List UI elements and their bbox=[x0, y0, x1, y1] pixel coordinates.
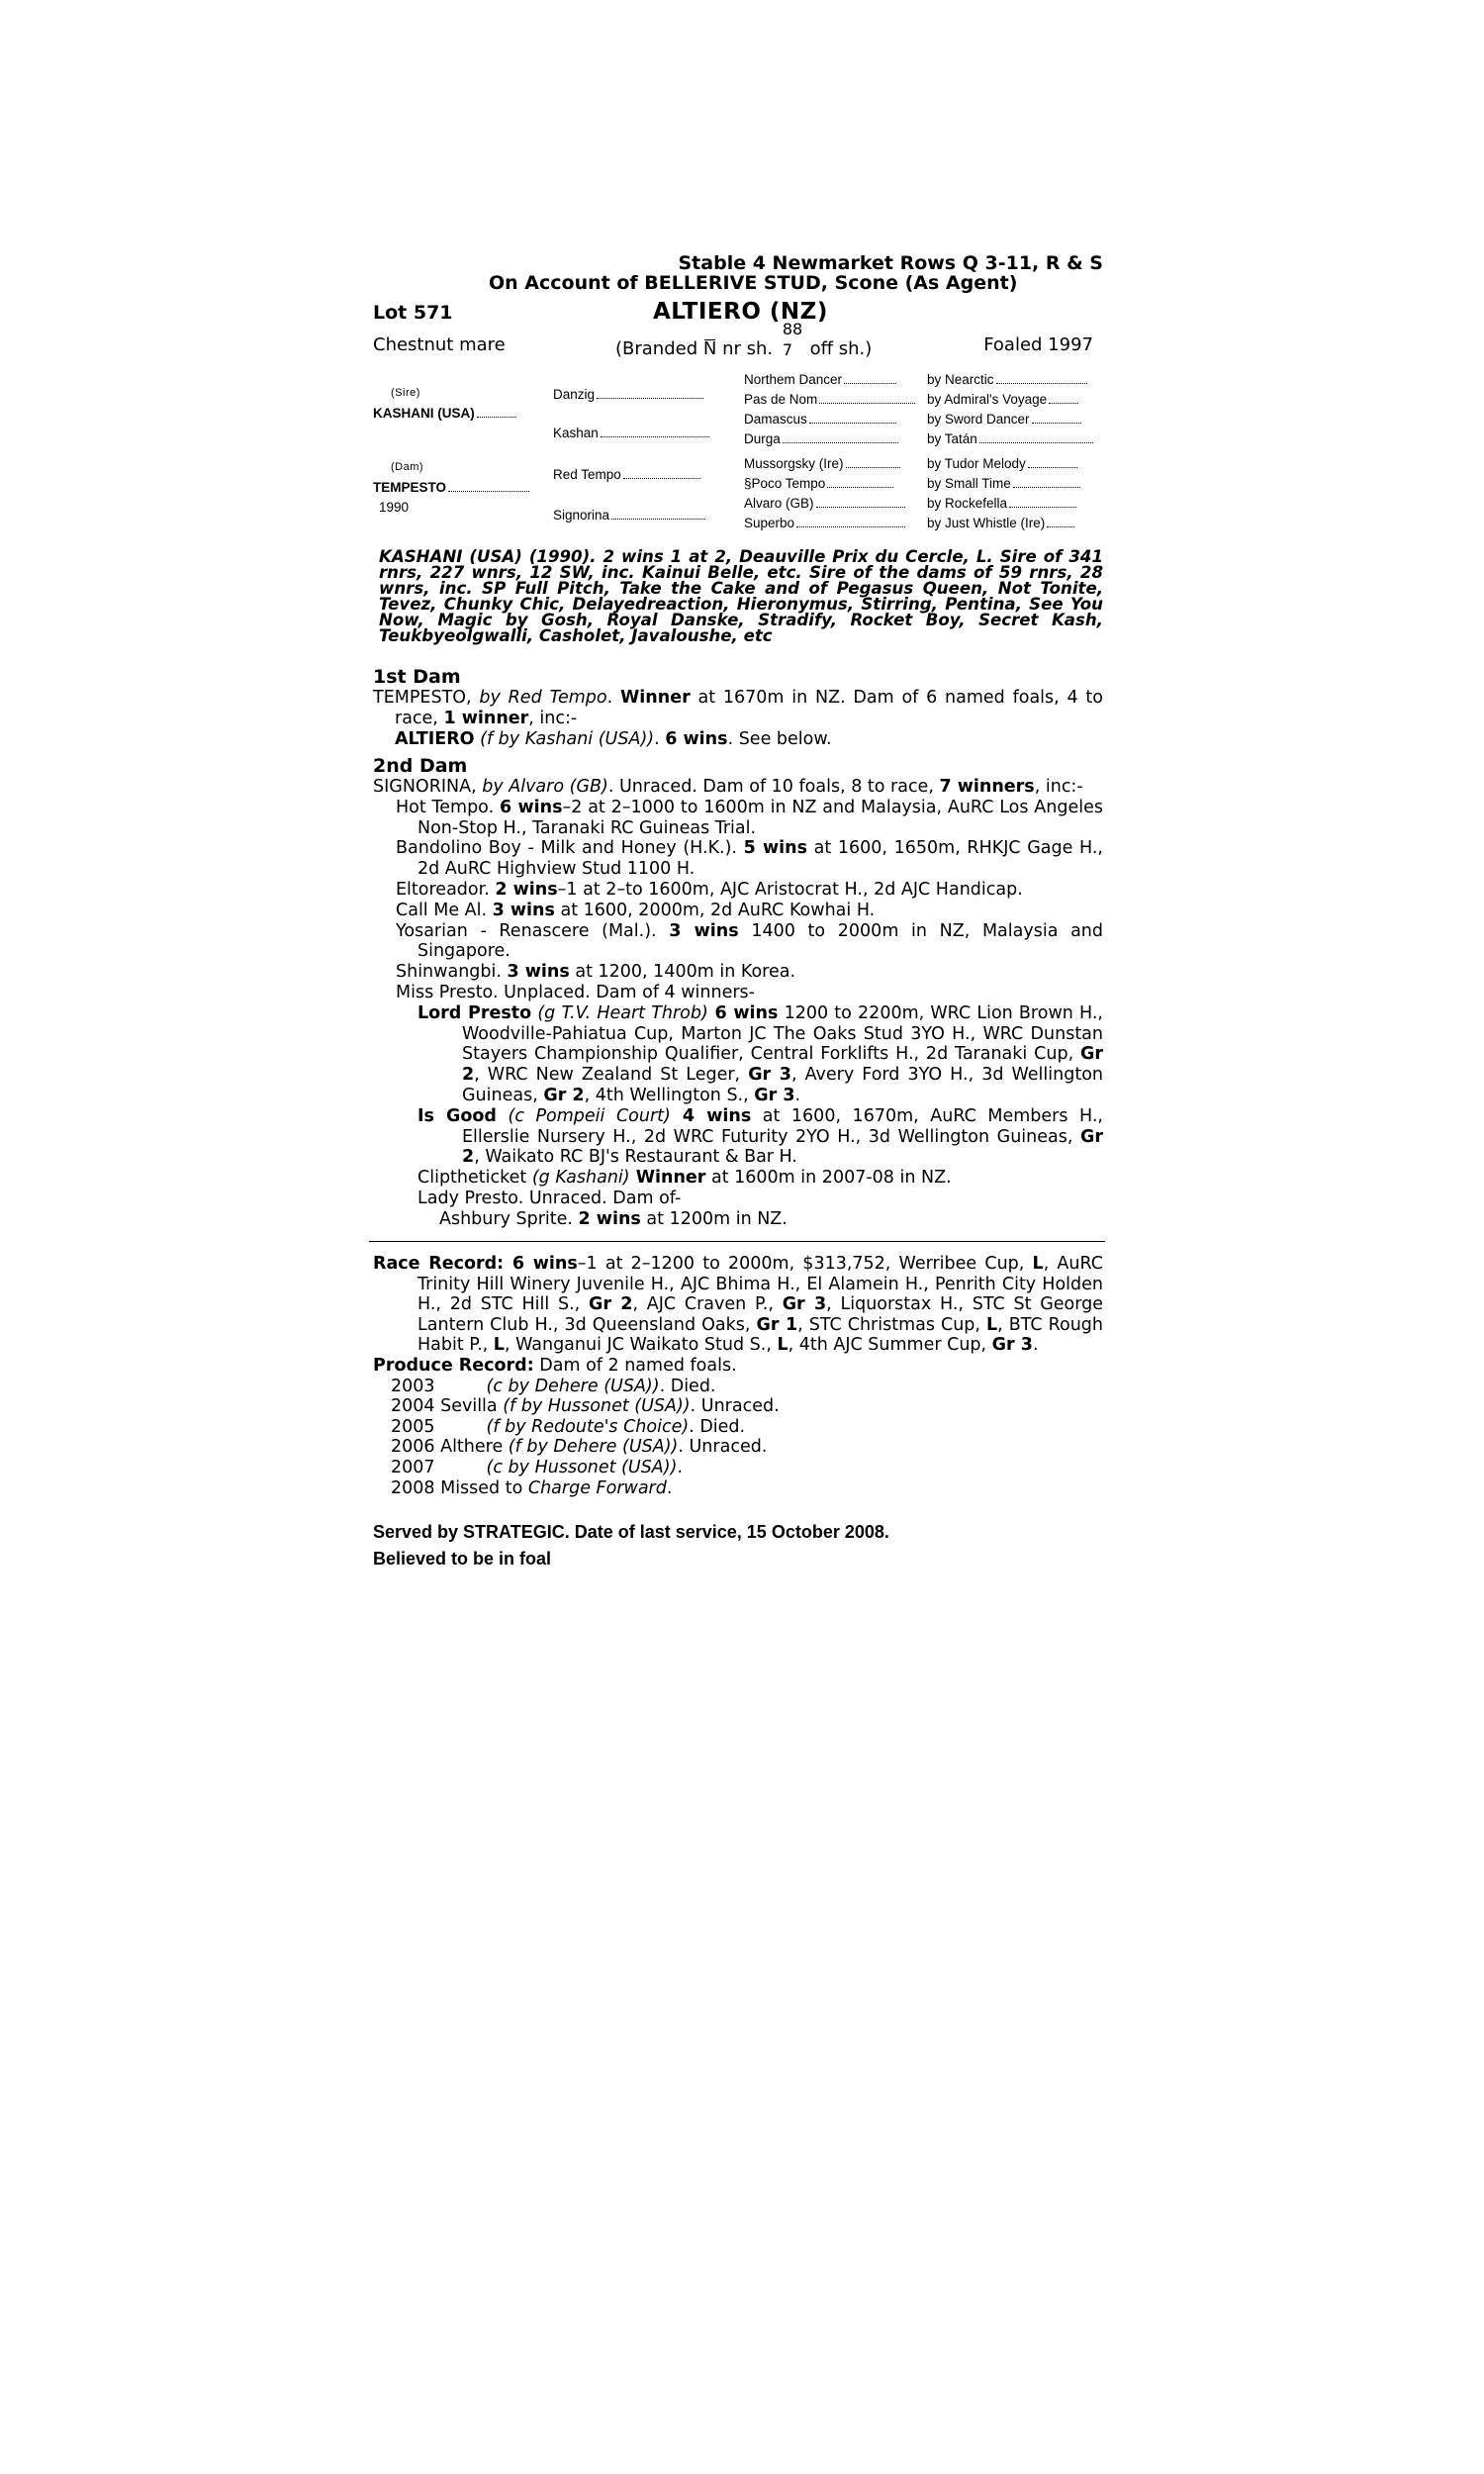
sd-foal-yosarian bbox=[373, 921, 1103, 963]
ash-wins: 2 wins bbox=[578, 1208, 641, 1229]
stable-location: Stable 4 Newmarket Rows Q 3-11, R & S bbox=[678, 252, 1103, 274]
first-dam-entry bbox=[373, 688, 1103, 729]
section-divider bbox=[369, 1241, 1105, 1242]
ped-gen3-8 bbox=[744, 516, 905, 530]
produce-2007 bbox=[391, 1458, 1103, 1478]
p2005-year: 2005 bbox=[391, 1416, 435, 1437]
ped-gen4-1 bbox=[927, 372, 1087, 387]
ped-gen4-5 bbox=[927, 456, 1077, 471]
brand-info bbox=[615, 320, 873, 359]
ped-gen4-3 bbox=[927, 412, 1081, 427]
rr-g4: Gr 3 bbox=[991, 1335, 1033, 1356]
sd-foal-hot-tempo bbox=[373, 798, 1103, 839]
shin-text: at 1200, 1400m in Korea. bbox=[569, 962, 796, 983]
rr-t3: , AJC Craven P., bbox=[632, 1294, 783, 1315]
ped-gen3-1-text: Northem Dancer bbox=[744, 372, 843, 387]
p2006-year: 2006 Althere bbox=[391, 1437, 504, 1458]
sire-name-text: KASHANI (USA) bbox=[373, 406, 475, 421]
sd-grandfoal-is-good bbox=[373, 1106, 1103, 1168]
ped-gen3-8-text: Superbo bbox=[744, 516, 795, 530]
ig-gr1: Gr 2 bbox=[462, 1126, 1103, 1168]
produce-text: Dam of 2 named foals. bbox=[533, 1355, 737, 1376]
rr-l1: L bbox=[1032, 1254, 1044, 1274]
sire-label: (Sire) bbox=[391, 387, 420, 399]
ped-gen4-3-text: by Sword Dancer bbox=[927, 412, 1030, 427]
fd-inc: , inc:- bbox=[528, 708, 578, 728]
yos-name: Yosarian - Renascere (Mal.). bbox=[396, 920, 670, 941]
sd-sire: by Alvaro (GB) bbox=[482, 777, 608, 797]
p2004-year: 2004 Sevilla bbox=[391, 1396, 498, 1417]
sire-summary: KASHANI (USA) (1990). 2 wins 1 at 2, Deauville Prix du Cercle, L. Sire of 341 rnrs, 227 wnrs, 12 SW, inc. Kainui Belle, etc. Sire of the dams of 59 rnrs, 28 wnrs, inc. SP Full Pitch, Take the Cake and of Pegasus Queen, Not Tonite, Tevez, Chunky Chic, Delayedreaction, Hieronymus, Stirring, Pentina, See You Now, Magic by Gosh, Royal Danske, Stradify, Rocket Boy, Secret Kash, Teukbyeolgwalli, Casholet, Javaloushe, etc bbox=[379, 547, 1103, 645]
rr-t7: , Wanganui JC Waikato Stud S., bbox=[504, 1335, 778, 1356]
brand-letter: N bbox=[702, 338, 717, 359]
ped-gen3-3-text: Damascus bbox=[744, 412, 807, 427]
ped-gen4-8-text: by Just Whistle (Ire) bbox=[927, 516, 1046, 530]
ped-gen2-3 bbox=[553, 467, 700, 482]
ped-gen2-3-text: Red Tempo bbox=[553, 467, 621, 482]
lp-text1: 1200 to 2200m, WRC Lion Brown H., Woodville-Pahiatua Cup, Marton JC The Oaks Stud 3YO H., WRC Dunstan Stayers Championship Qualifier, Central Forklifts H., 2d Taranaki Cup, bbox=[462, 1002, 1103, 1065]
foal-status: Believed to be in foal bbox=[373, 1549, 552, 1569]
hot-wins: 6 wins bbox=[499, 797, 563, 817]
rr-t5: , STC Christmas Cup, bbox=[797, 1314, 986, 1335]
produce-2003 bbox=[391, 1377, 1103, 1397]
produce-2006 bbox=[391, 1437, 1103, 1458]
first-dam-heading: 1st Dam bbox=[373, 666, 461, 688]
p2003-status: . Died. bbox=[659, 1376, 716, 1396]
ped-gen4-6-text: by Small Time bbox=[927, 476, 1011, 491]
p2006-status: . Unraced. bbox=[678, 1437, 768, 1458]
rr-g3: Gr 1 bbox=[756, 1314, 798, 1335]
rr-t2: , AuRC Trinity Hill Winery Juvenile H., AJC Bhima H., El Alamein H., Penrith City Holden H., 2d STC Hill S., bbox=[417, 1254, 1104, 1315]
elt-text: –1 at 2–to 1600m, AJC Aristocrat H., 2d AJC Handicap. bbox=[557, 879, 1023, 900]
fd-winner: Winner bbox=[620, 688, 691, 708]
band-name: Bandolino Boy - Milk and Honey (H.K.). bbox=[396, 838, 744, 859]
cl-name: Clipthеticket bbox=[417, 1168, 527, 1189]
fd-prog-sep: . bbox=[654, 728, 666, 749]
ped-gen4-5-text: by Tudor Melody bbox=[927, 456, 1026, 471]
produce-label: Produce Record: bbox=[373, 1355, 534, 1376]
fd-sep: . bbox=[606, 688, 620, 708]
rr-t9: . bbox=[1032, 1335, 1039, 1356]
fd-prog-text: . See below. bbox=[727, 728, 832, 749]
sd-ggfoal-ashbury bbox=[373, 1209, 1103, 1230]
rr-g2: Gr 3 bbox=[782, 1294, 827, 1315]
p2007-status: . bbox=[677, 1457, 684, 1477]
dam-name bbox=[373, 480, 529, 495]
rr-t4: , Liquorstax H., STC St George Lantern Club H., 3d Queensland Oaks, bbox=[417, 1294, 1104, 1335]
elt-wins: 2 wins bbox=[495, 879, 558, 900]
hot-name: Hot Tempo. bbox=[396, 797, 500, 817]
ped-gen4-8 bbox=[927, 516, 1074, 530]
ig-sire: (c Pompeii Court) bbox=[496, 1105, 671, 1126]
fd-sire: by Red Tempo bbox=[479, 688, 607, 708]
rr-l4: L bbox=[777, 1335, 788, 1356]
ped-gen2-2-text: Kashan bbox=[553, 426, 599, 440]
p2007-sire: (c by Hussonet (USA)) bbox=[486, 1457, 678, 1477]
first-dam-progeny bbox=[373, 729, 1103, 750]
brand-bottom: 7 bbox=[782, 340, 793, 359]
ped-gen4-2-text: by Admiral's Voyage bbox=[927, 392, 1048, 407]
band-text: at 1600, 1650m, RHKJC Gage H., 2d AuRC Highview Stud 1100 H. bbox=[417, 838, 1103, 880]
ped-gen3-4 bbox=[744, 431, 898, 446]
lp-gr1: Gr 2 bbox=[462, 1044, 1103, 1086]
sd-foal-eltoreador bbox=[373, 880, 1103, 901]
ped-gen2-1-text: Danzig bbox=[553, 387, 596, 402]
ped-gen3-2-text: Pas de Nom bbox=[744, 392, 818, 407]
ash-text: at 1200m in NZ. bbox=[640, 1208, 788, 1229]
ped-gen2-4-text: Signorina bbox=[553, 508, 610, 523]
first-dam-section bbox=[373, 666, 1103, 749]
ped-gen2-4 bbox=[553, 508, 705, 523]
call-wins: 3 wins bbox=[492, 900, 555, 920]
p2007-year: 2007 bbox=[391, 1457, 435, 1477]
sd-foal-shinwangbi bbox=[373, 962, 1103, 983]
lp-text4: , 4th Wellington S., bbox=[584, 1085, 755, 1105]
race-record bbox=[373, 1254, 1103, 1356]
brand-prefix: (Branded bbox=[615, 338, 698, 359]
cl-sire: (g Kashani) bbox=[526, 1168, 630, 1189]
sd-winners: 7 winners bbox=[939, 777, 1035, 797]
ped-gen4-6 bbox=[927, 476, 1080, 491]
fd-winners: 1 winner bbox=[443, 708, 529, 728]
horse-description: Chestnut mare bbox=[373, 334, 506, 355]
sd-grandfoal-clipthеticket bbox=[373, 1168, 1103, 1189]
lp-gr3: Gr 2 bbox=[543, 1085, 585, 1105]
fd-prog-wins: 6 wins bbox=[665, 728, 728, 749]
rr-wins: 6 wins bbox=[511, 1254, 578, 1274]
p2005-sire: (f by Redoute's Choice) bbox=[486, 1416, 690, 1437]
ped-gen4-2 bbox=[927, 392, 1078, 407]
lp-wins: 6 wins bbox=[707, 1002, 779, 1023]
sd-grandfoal-lord-presto bbox=[373, 1003, 1103, 1106]
brand-fraction bbox=[779, 320, 804, 359]
p2004-status: . Unraced. bbox=[690, 1396, 780, 1417]
shin-wins: 3 wins bbox=[507, 962, 570, 983]
brand-top: 88 bbox=[782, 320, 803, 338]
ped-gen4-1-text: by Nearctic bbox=[927, 372, 994, 387]
lot-number: Lot 571 bbox=[373, 302, 453, 324]
ped-gen4-7-text: by Rockefella bbox=[927, 496, 1008, 511]
rr-t1: –1 at 2–1200 to 2000m, $313,752, Werribee Cup, bbox=[577, 1254, 1033, 1274]
lp-end: . bbox=[794, 1085, 801, 1105]
second-dam-intro bbox=[373, 777, 1103, 798]
p2008-status: . bbox=[666, 1477, 673, 1498]
sd-foal-miss-presto: Miss Presto. Unplaced. Dam of 4 winners- bbox=[396, 982, 755, 1002]
rr-t6: , BTC Rough Habit P., bbox=[417, 1314, 1104, 1356]
ped-gen4-7 bbox=[927, 496, 1076, 511]
sd-name: SIGNORINA, bbox=[373, 777, 483, 797]
call-name: Call Me Al. bbox=[396, 900, 493, 920]
ig-text2: , Waikato RC BJ's Restaurant & Bar H. bbox=[474, 1147, 797, 1168]
lp-text3: , Avery Ford 3YO H., 3d Wellington Guineas, bbox=[462, 1065, 1104, 1105]
p2008-sire: Charge Forward bbox=[527, 1477, 667, 1498]
p2006-sire: (f by Dehere (USA)) bbox=[503, 1437, 679, 1458]
lp-name: Lord Presto bbox=[417, 1002, 532, 1023]
band-wins: 5 wins bbox=[743, 838, 808, 859]
second-dam-section bbox=[373, 755, 1103, 1230]
horse-name: ALTIERO (NZ) bbox=[653, 299, 828, 325]
dam-name-text: TEMPESTO bbox=[373, 480, 447, 495]
ped-gen4-4 bbox=[927, 431, 1093, 446]
rr-t8: , 4th AJC Summer Cup, bbox=[788, 1335, 992, 1356]
hot-text: –2 at 2–1000 to 1600m in NZ and Malaysia, AuRC Los Angeles Non-Stop H., Taranaki RC Guineas Trial. bbox=[417, 797, 1103, 838]
sd-grandfoal-lady-presto: Lady Presto. Unraced. Dam of- bbox=[417, 1188, 682, 1208]
rr-l3: L bbox=[493, 1335, 505, 1356]
sd-foal-bandolino bbox=[373, 838, 1103, 880]
service-note: Served by STRATEGIC. Date of last service, 15 October 2008. bbox=[373, 1522, 889, 1542]
ped-gen4-4-text: by Tatán bbox=[927, 431, 977, 446]
ig-wins: 4 wins bbox=[670, 1105, 752, 1126]
lp-gr2: Gr 3 bbox=[748, 1065, 791, 1086]
produce-2005 bbox=[391, 1417, 1103, 1438]
p2003-sire: (c by Dehere (USA)) bbox=[486, 1376, 660, 1396]
fd-name: TEMPESTO, bbox=[373, 688, 480, 708]
ped-gen2-1 bbox=[553, 387, 703, 402]
produce-2008 bbox=[391, 1478, 1103, 1499]
ped-gen3-5 bbox=[744, 456, 900, 471]
ped-gen3-7-text: Alvaro (GB) bbox=[744, 496, 814, 511]
second-dam-heading: 2nd Dam bbox=[373, 755, 468, 777]
sd-foal-call-me-al bbox=[373, 901, 1103, 921]
dam-year: 1990 bbox=[379, 500, 410, 515]
produce-record bbox=[373, 1356, 1103, 1377]
p2004-sire: (f by Hussonet (USA)) bbox=[497, 1396, 691, 1417]
foaled-year: Foaled 1997 bbox=[983, 334, 1093, 355]
fd-prog-sire: (f by Kashani (USA)) bbox=[474, 728, 655, 749]
ped-gen2-2 bbox=[553, 426, 709, 440]
race-record-section bbox=[373, 1254, 1103, 1498]
ash-name: Ashbury Sprite. bbox=[439, 1208, 579, 1229]
vendor-account: On Account of BELLERIVE STUD, Scone (As Agent) bbox=[489, 272, 1018, 294]
produce-2004 bbox=[391, 1396, 1103, 1417]
pedigree-table bbox=[373, 369, 1103, 537]
lp-sire: (g T.V. Heart Throb) bbox=[531, 1002, 708, 1023]
elt-name: Eltoreador. bbox=[396, 879, 496, 900]
lp-text2: , WRC New Zealand St Leger, bbox=[474, 1065, 749, 1086]
ped-gen3-2 bbox=[744, 392, 915, 407]
ped-gen3-6 bbox=[744, 476, 893, 491]
yos-text: 1400 to 2000m in NZ, Malaysia and Singapore. bbox=[417, 920, 1104, 962]
rr-l2: L bbox=[986, 1314, 998, 1335]
ig-text1: at 1600, 1670m, AuRC Members H., Ellerslie Nursery H., 2d WRC Futurity 2YO H., 3d Wellington Guineas, bbox=[462, 1105, 1103, 1147]
sd-inc: , inc:- bbox=[1034, 777, 1083, 797]
ped-gen3-6-text: §Poco Tempo bbox=[744, 476, 826, 491]
p2008-year: 2008 Missed to bbox=[391, 1477, 528, 1498]
fd-text: at 1670m in NZ. Dam of 6 named foals, 4 to race, bbox=[395, 688, 1103, 728]
rr-g1: Gr 2 bbox=[588, 1294, 633, 1315]
fd-prog-name: ALTIERO bbox=[395, 728, 475, 749]
ped-gen3-3 bbox=[744, 412, 896, 427]
ig-name: Is Good bbox=[417, 1105, 497, 1126]
ped-gen3-5-text: Mussorgsky (Ire) bbox=[744, 456, 844, 471]
cl-winner: Winner bbox=[629, 1168, 706, 1189]
shin-name: Shinwangbi. bbox=[396, 962, 508, 983]
call-text: at 1600, 2000m, 2d AuRC Kowhai H. bbox=[554, 900, 876, 920]
p2005-status: . Died. bbox=[689, 1416, 746, 1437]
ped-gen3-1 bbox=[744, 372, 896, 387]
cl-text: at 1600m in 2007-08 in NZ. bbox=[705, 1168, 952, 1189]
lp-gr4: Gr 3 bbox=[754, 1085, 795, 1105]
sd-text: . Unraced. Dam of 10 foals, 8 to race, bbox=[607, 777, 940, 797]
ped-gen3-7 bbox=[744, 496, 905, 511]
brand-mid: nr sh. bbox=[722, 338, 774, 359]
rr-label: Race Record: bbox=[373, 1254, 512, 1274]
dam-label: (Dam) bbox=[391, 461, 424, 473]
sire-name bbox=[373, 406, 516, 421]
ped-gen3-4-text: Durga bbox=[744, 431, 781, 446]
yos-wins: 3 wins bbox=[669, 920, 739, 941]
brand-suffix: off sh.) bbox=[809, 338, 873, 359]
p2003-year: 2003 bbox=[391, 1376, 435, 1396]
